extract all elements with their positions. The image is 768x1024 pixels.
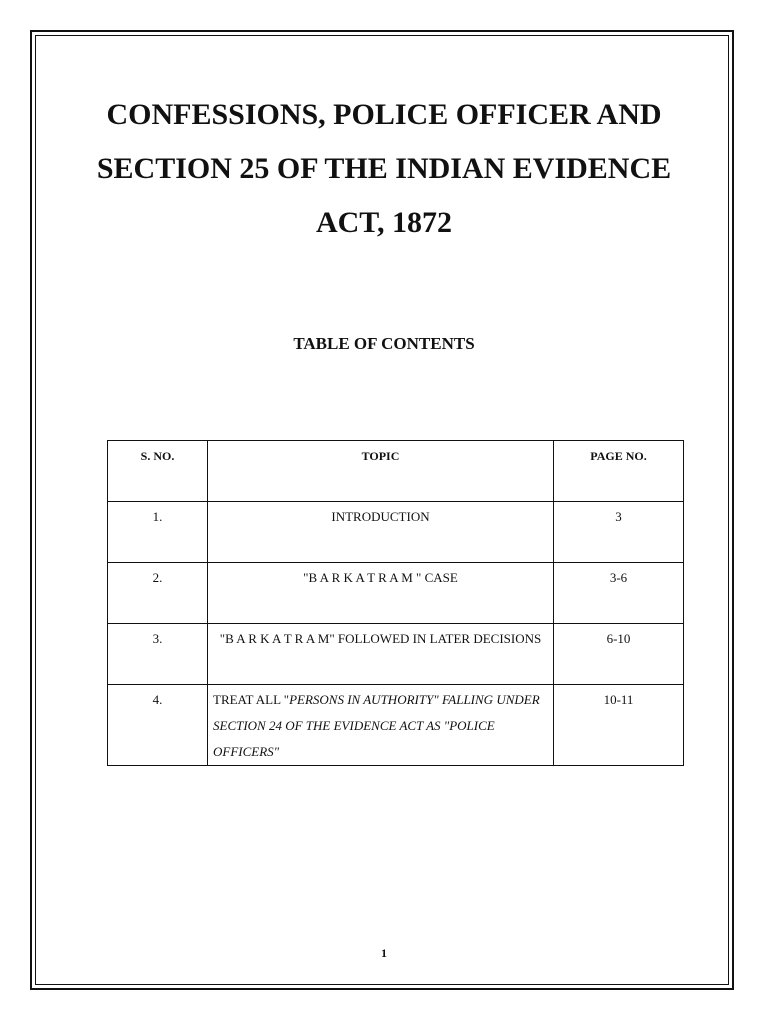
header-page: PAGE NO. — [554, 441, 684, 502]
cell-page: 3 — [554, 502, 684, 563]
cell-topic: "B A R K A T R A M" FOLLOWED IN LATER DECISIONS — [208, 624, 554, 685]
header-topic: TOPIC — [208, 441, 554, 502]
table-header-row — [108, 441, 684, 502]
toc-heading: TABLE OF CONTENTS — [293, 334, 475, 353]
cell-page: 10-11 — [554, 685, 684, 766]
title-line-1: CONFESSIONS, POLICE OFFICER AND — [106, 98, 662, 131]
cell-sno: 4. — [108, 685, 208, 766]
header-sno: S. NO. — [108, 441, 208, 502]
cell-topic — [208, 685, 554, 766]
table-of-contents — [107, 440, 684, 766]
table-row — [108, 624, 684, 685]
table-row — [108, 563, 684, 624]
table-row — [108, 502, 684, 563]
cell-topic: INTRODUCTION — [208, 502, 554, 563]
cell-page: 6-10 — [554, 624, 684, 685]
cell-topic-plain: TREAT ALL " — [213, 692, 290, 707]
table-row — [108, 685, 684, 766]
cell-sno: 1. — [108, 502, 208, 563]
cell-sno: 3. — [108, 624, 208, 685]
title-line-2: SECTION 25 OF THE INDIAN EVIDENCE — [96, 152, 672, 185]
page-number: 1 — [381, 946, 387, 960]
document-title — [60, 88, 708, 250]
cell-sno: 2. — [108, 563, 208, 624]
cell-topic: "B A R K A T R A M " CASE — [208, 563, 554, 624]
title-line-3: ACT, 1872 — [315, 206, 453, 239]
cell-topic-italic: PERSONS IN AUTHORITY" FALLING UNDER SECTION 24 OF THE EVIDENCE ACT AS "POLICE OFFICERS" — [213, 692, 540, 759]
cell-page: 3-6 — [554, 563, 684, 624]
